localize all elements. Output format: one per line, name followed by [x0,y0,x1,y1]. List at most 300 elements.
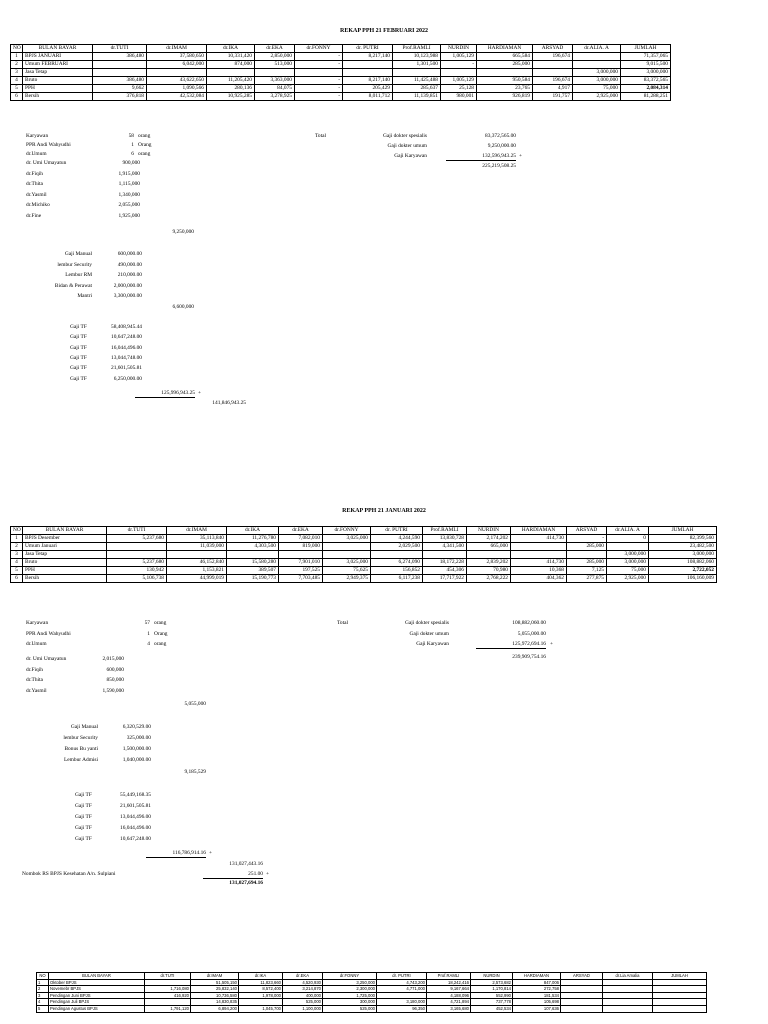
table-row [11,535,717,543]
table-cell: 3,000,000 [573,77,621,85]
column-header: dr.IKA [239,973,283,980]
table-cell [603,979,653,986]
grand-total: 225,219,508.25 [482,163,516,169]
row-label: PPH [23,567,107,575]
nombok-label: Nombok RS BPJS Kesehatan A/n. Sulpiani [22,871,116,877]
table-cell: 5,237,680 [107,559,167,567]
table-cell: 2 [11,61,23,69]
column-header: NURDIN [471,973,513,980]
table-cell: 46,152,840 [167,559,227,567]
table-cell: 2,768,222 [467,575,511,583]
table-cell: 5 [11,567,23,575]
staff-count: 1 [131,142,134,148]
table-row [37,986,707,993]
table-cell: 386,480 [93,77,147,85]
tf-value: 21,601,505.81 [111,365,142,372]
row-label: Umum Januari [23,543,107,551]
row-label: Jasa Tetap [23,551,107,559]
feb-header-row [11,45,671,53]
row-label: Pendingan Juli BPJS [49,999,145,1006]
table-cell [653,986,707,993]
table-cell: 4,743,200 [377,979,427,986]
extra-value: 3,300,000.00 [113,293,142,299]
staff-label: PPR Andi Wahyudhi [26,630,71,637]
total-item-value: 125,972,694.16 [476,640,546,649]
table-cell: 2,949,375 [323,575,371,583]
table-cell: 3 [11,551,23,559]
table-cell: 35,113,840 [167,535,227,543]
doctor-name: dr.Thita [26,677,43,683]
extra-label: Gaji Manual [70,724,98,730]
column-header: NO [11,45,23,53]
tf-value: 16,044,496.00 [120,825,151,831]
table-cell: 106,160,009 [649,575,717,583]
table-cell: 2,925,000 [573,93,621,101]
extra-label: Lembur Admisi [64,757,98,763]
table-cell: 3,025,000 [323,559,371,567]
table-cell [653,979,707,986]
column-header: HARDIAMAN [477,45,533,53]
column-header: Prof.RAMLI [427,973,471,980]
table-cell [167,551,227,559]
table-cell [603,1005,653,1012]
table-row [37,979,707,986]
table-cell: 3 [37,992,49,999]
doctor-name: dr.Yasmil [26,191,47,198]
table-cell: 416,920 [145,992,191,999]
table-row [37,992,707,999]
table-cell [603,992,653,999]
table-cell: 525,000 [283,999,323,1006]
row-label: Novemebr BPJS [49,986,145,993]
doctor-name: dr.Fiqih [26,170,43,177]
table-cell: 285,000 [477,61,533,69]
table-cell: 1 [11,53,23,61]
table-row [11,85,671,93]
table-cell [561,986,603,993]
table-cell: 4,244,590 [371,535,423,543]
table-cell: 3,250,000 [323,979,377,986]
table-cell: 552,990 [471,992,513,999]
table-cell: 4,917 [533,85,573,93]
table-cell: 819,000 [279,543,323,551]
column-header: dr.Lia Amalia [603,973,653,980]
table-cell: 400,000 [283,992,323,999]
staff-count: 6 [131,151,134,157]
table-cell: 7,082,010 [279,535,323,543]
staff-count: 4 [147,641,150,647]
doctor-fee: 1,340,000 [118,191,140,198]
table-cell: 5 [37,1005,49,1012]
table-cell: 3,363,000 [255,77,295,85]
table-cell [239,999,283,1006]
tf-label: Gaji TF [70,365,87,372]
column-header: Prof.RAMLI [393,45,441,53]
table-row [11,567,717,575]
table-cell: 10,331,420 [207,53,255,61]
plus-sign: + [266,871,270,877]
column-header: dr.EKA [255,45,295,53]
table-cell: 37,580,650 [147,53,207,61]
tf-label: Gaji TF [70,324,87,330]
table-cell [255,69,295,77]
jan-header-row [11,527,717,535]
doctor-fee: 1,590,000 [102,687,124,694]
plus-sign: + [198,390,202,396]
tf-label: Gaji TF [70,354,87,361]
table-cell [477,69,533,77]
row-label: BPJS Desember [23,535,107,543]
table-cell: 4,341,500 [423,543,467,551]
table-cell [107,543,167,551]
staff-label: PPR Andi Wahyudhi [26,142,71,148]
table-cell [145,999,191,1006]
table-cell: 6,894,200 [191,1005,239,1012]
table-cell: 9,167,664 [427,986,471,993]
table-row [11,575,717,583]
doctor-name: dr. Umi Umayatun [26,656,67,662]
table-cell [323,551,371,559]
doctor-fee: 2,015,000 [102,656,124,662]
extra-label: Gaji Manual [64,251,92,257]
doctor-fee: 1,915,000 [118,170,140,177]
table-cell: 737,778 [471,999,513,1006]
table-cell: - [567,535,607,543]
extras-total: 6,600,000 [172,304,194,310]
table-cell: 75,625 [323,567,371,575]
table-cell: 1,005,129 [441,53,477,61]
column-header: NURDIN [467,527,511,535]
table-cell: 71,357,065 [621,53,671,61]
table-row [11,53,671,61]
table-cell [653,999,707,1006]
table-cell: 1,090,566 [147,85,207,93]
table-cell: 3,000,000 [573,69,621,77]
table-row [11,69,671,77]
table-cell: 6 [11,93,23,101]
extra-label: Bonus Bu yanti [64,746,98,752]
staff-unit: orang [138,133,151,139]
table-cell: 4 [11,559,23,567]
tf-value: 13,044,748.00 [111,354,142,361]
table-cell [511,543,567,551]
extra-value: 210,000.00 [117,272,142,278]
tf-label: Gaji TF [75,803,92,809]
table-cell: 8,217,140 [343,53,393,61]
staff-count: 1 [147,630,150,637]
extra-value: 490,000.00 [117,261,142,268]
column-header: ARSYAD [567,527,607,535]
table-cell: 389,507 [227,567,279,575]
row-label: Jasa Tetap [23,69,93,77]
table-row [11,61,671,69]
table-cell [423,551,467,559]
table-cell: 272,758 [513,986,561,993]
table-cell: 926,819 [477,93,533,101]
table-cell: 414,730 [511,535,567,543]
table-cell [653,1005,707,1012]
table-cell [511,551,567,559]
column-header: dr.TUTI [107,527,167,535]
tf-label: Gaji TF [75,792,92,798]
extras-total: 9,185,529 [184,769,206,775]
table-cell [145,979,191,986]
column-header: dr.IMAM [191,973,239,980]
table-cell: 3,165,680 [427,1005,471,1012]
column-header: ARSYAD [533,45,573,53]
final-total: 141,846,943.25 [212,400,246,406]
table-cell: 11,276,780 [227,535,279,543]
row-label: Bersih [23,575,107,583]
row-label: PPH [23,85,93,93]
table-cell: 513,000 [255,61,295,69]
column-header: dr.ALIA. A [607,527,649,535]
column-header: dr.EKA [279,527,323,535]
tf-value: 16,044,496.00 [111,344,142,351]
table-row [37,1005,707,1012]
table-cell: 11,039,000 [167,543,227,551]
table-cell: 205,429 [343,85,393,93]
staff-count: 57 [144,620,150,626]
table-cell: 2 [11,543,23,551]
table-cell [227,551,279,559]
table-cell: 300,000 [323,999,377,1006]
row-label: BPJS JANUARI [23,53,93,61]
table-row [11,93,671,101]
table-cell: 14,830,835 [191,999,239,1006]
table-cell: 285,637 [393,85,441,93]
table-cell: 6 [11,575,23,583]
subtotal: 131,027,443.16 [229,861,263,867]
doctor-name: dr.Fine [26,212,42,219]
table-cell: 2,573,682 [471,979,513,986]
table-cell: 4,188,096 [427,992,471,999]
table-cell [393,69,441,77]
table-cell [653,992,707,999]
staff-unit: Orang [154,630,168,637]
table-cell: 51,505,150 [191,979,239,986]
staff-label: dr.Umum [26,641,47,647]
column-header: dr. PUTRI [371,527,423,535]
table-cell: 3,180,000 [377,999,427,1006]
table-cell: - [295,53,343,61]
column-header: Prof.RAMLI [423,527,467,535]
staff-unit: Orang [138,142,152,148]
table-cell: 277,875 [567,575,607,583]
table-cell [561,1005,603,1012]
table-cell: 196,674 [533,77,573,85]
tf-value: 6,250,000.00 [113,375,142,382]
total-label: Total [315,133,326,139]
table-cell: 1,301,500 [393,61,441,69]
doctor-fee: 2,055,000 [118,202,140,208]
table-cell: 1 [11,535,23,543]
grand-total: 239,909,754.16 [512,654,546,660]
extra-value: 1,500,000.00 [122,746,151,752]
table-cell [573,61,621,69]
doctor-fee: 850,000 [106,677,124,683]
table-cell [603,986,653,993]
table-cell: 10,925,285 [207,93,255,101]
table-row [11,77,671,85]
column-header: dr.FONNY [323,527,371,535]
table-cell [441,69,477,77]
table-cell [323,543,371,551]
table-cell [107,551,167,559]
table-cell: 404,362 [511,575,567,583]
doctor-fee: 1,925,000 [118,212,140,219]
table-row [11,559,717,567]
table-cell [93,69,147,77]
extra-value: 325,000.00 [126,735,151,741]
tf-value: 55,449,168.35 [120,792,151,798]
column-header: BULAN BAYAR [23,527,107,535]
table-cell: 5,237,680 [107,535,167,543]
table-cell: 84,075 [255,85,295,93]
table-row [11,551,717,559]
tf-label: Gaji TF [75,814,92,820]
doctor-fee: 1,115,000 [118,181,140,187]
nombok-value: 251.00 [203,870,263,879]
column-header: JUMLAH [621,45,671,53]
tf-label: Gaji TF [70,375,87,382]
table-cell: 13,830,728 [423,535,467,543]
table-cell: 156,852 [371,567,423,575]
table-cell: 1,791,120 [145,1005,191,1012]
total-item-label: Gaji dokter umum [409,630,449,637]
table-cell: - [295,85,343,93]
table-cell: 7,703,485 [279,575,323,583]
table-cell: 4,721,894 [427,999,471,1006]
plus-sign: + [209,850,213,856]
doctor-name: dr.Thita [26,181,43,187]
table-cell: 2,300,000 [323,986,377,993]
table-cell [561,999,603,1006]
table-cell [467,551,511,559]
table-cell [561,979,603,986]
table-cell: 8,572,400 [239,986,283,993]
table-cell: 1,725,000 [323,992,377,999]
table-row [37,999,707,1006]
extra-value: 6,320,529.00 [122,724,151,730]
table-cell: 70,980 [467,567,511,575]
table-cell: 6,117,238 [371,575,423,583]
table-cell: 130,942 [107,567,167,575]
doctor-name: dr. Umi Umayatun [26,160,67,166]
total-item-value: 83,372,565.00 [485,133,516,139]
total-item-value: 108,882,060.00 [512,620,546,626]
column-header: NURDIN [441,45,477,53]
tf-label: Gaji TF [75,825,92,831]
table-cell: - [441,61,477,69]
column-header: dr.IMAM [167,527,227,535]
plus-sign: + [550,641,554,647]
feb-rekap-table [10,44,671,101]
column-header: dr.IMAM [147,45,207,53]
tf-label: Gaji TF [70,344,87,351]
column-header: dr. PUTRI [343,45,393,53]
table-cell: 25,832,140 [191,986,239,993]
table-cell: 3,278,925 [255,93,295,101]
table-cell: 452,534 [471,1005,513,1012]
staff-count: 58 [128,133,134,139]
extra-label: Bidan & Perawat [54,282,92,289]
table-cell: 2,850,000 [255,53,295,61]
table-cell [533,61,573,69]
table-cell: 11,205,420 [207,77,255,85]
extra-label: Mantri [77,293,92,299]
extra-label: Lembur RM [65,272,92,278]
table-cell [343,61,393,69]
table-cell [207,69,255,77]
table-cell [603,999,653,1006]
final-total: 131,027,694.16 [229,880,263,886]
total-item-label: Gaji Karyawan [394,153,427,159]
table-cell: 15,580,280 [227,559,279,567]
total-item-label: Gaji dokter spesialis [382,133,427,139]
total-item-label: Gaji Karyawan [416,641,449,647]
staff-unit: orang [154,641,167,647]
table-cell: 7,125 [567,567,607,575]
column-header: BULAN BAYAR [23,45,93,53]
table-cell: 75,000 [573,85,621,93]
table-cell: 4,771,000 [377,986,427,993]
table-cell: 191,757 [533,93,573,101]
column-header: dr.IKA [207,45,255,53]
table-cell: - [295,77,343,85]
table-cell: 1,100,000 [283,1005,323,1012]
doctor-fee: 600,000 [106,666,124,673]
table-cell: 42,532,084 [147,93,207,101]
plus-sign: + [519,153,523,159]
doctor-name: dr.Fiqih [26,666,43,673]
table-cell: 8,217,140 [343,77,393,85]
table-cell: 2,722,052 [649,567,717,575]
table-cell: 197,525 [279,567,323,575]
column-header: dr.FONNY [295,45,343,53]
table-cell: 1,716,080 [145,986,191,993]
table-cell: 1,153,821 [167,567,227,575]
jan-title: REKAP PPH 21 JANUARI 2022 [342,508,426,514]
tf-total: 116,786,914.16 [146,849,206,858]
table-cell: 11,823,660 [239,979,283,986]
total-item-label: Gaji dokter umum [387,143,427,149]
table-cell: 4,303,500 [227,543,279,551]
bpjs-pending-table [36,972,707,1013]
table-cell: 950,584 [477,77,533,85]
table-cell: 43,622,650 [147,77,207,85]
table-cell: 4 [11,77,23,85]
row-label: Oktober BPJS [49,979,145,986]
table-cell: 2,029,500 [371,543,423,551]
extra-value: 600,000.00 [117,251,142,257]
table-cell: 454,306 [423,567,467,575]
total-item-value: 9,250,000.00 [487,143,516,149]
table-cell: 3,214,870 [283,986,323,993]
column-header: dr.IKA [227,527,279,535]
total-item-value: 5,055,000.00 [517,630,546,637]
tf-value: 10,647,248.00 [120,836,151,842]
doctors-total: 9,250,000 [172,229,194,235]
column-header: NO [11,527,23,535]
table-cell [573,53,621,61]
column-header: HARDIAMAN [513,973,561,980]
table-cell: 196,674 [533,53,573,61]
extra-label: lembur Security [63,735,98,741]
row-label: Bruto [23,77,93,85]
table-cell: 8,011,712 [343,93,393,101]
table-cell: 980,001 [441,93,477,101]
